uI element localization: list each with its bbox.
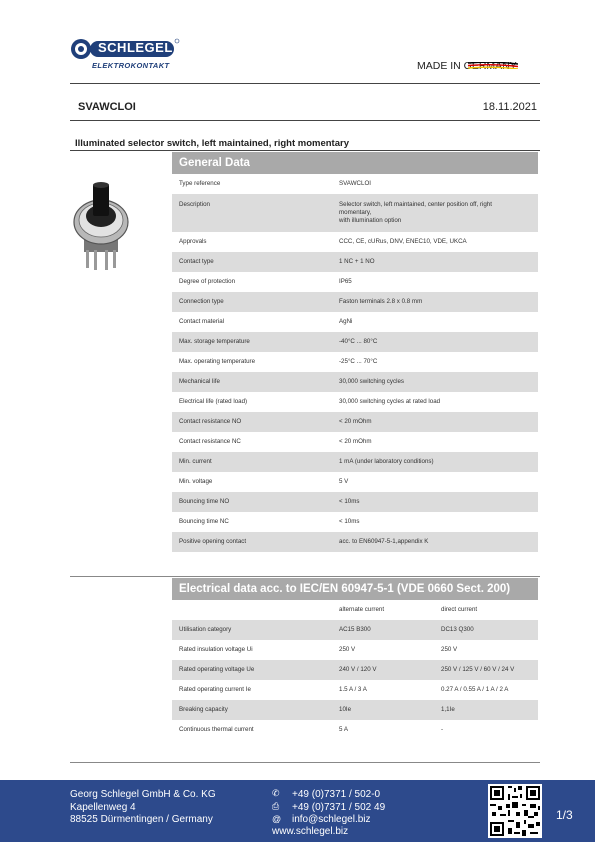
product-code: SVAWCLOI <box>78 101 136 113</box>
section-divider <box>70 576 540 577</box>
row-label: Rated insulation voltage Ui <box>179 646 253 653</box>
description-line: with illumination option <box>339 217 402 224</box>
schlegel-logo <box>70 38 180 72</box>
ac-value: 240 V / 120 V <box>339 666 377 673</box>
column-header-dc: direct current <box>441 606 478 613</box>
row-value <box>339 201 529 225</box>
row-label: Max. storage temperature <box>179 338 250 345</box>
ac-value: 5 A <box>339 726 348 733</box>
row-label: Description <box>179 201 210 208</box>
table-row <box>172 372 538 392</box>
row-label: Contact resistance NO <box>179 418 242 425</box>
table-row <box>172 620 538 640</box>
row-label: Max. operating temperature <box>179 358 256 365</box>
table-row <box>172 640 538 660</box>
dc-value: 1,1Ie <box>441 706 455 713</box>
dc-value: 0.27 A / 0.55 A / 1 A / 2 A <box>441 686 509 693</box>
header-divider <box>70 83 540 84</box>
germany-flag-swoosh <box>468 62 518 69</box>
logo-text: SCHLEGEL <box>98 40 173 55</box>
document-date: 18.11.2021 <box>482 101 537 113</box>
product-subtitle: Illuminated selector switch, left maintained, right momentary <box>75 138 349 149</box>
table-row <box>172 232 538 252</box>
row-label: Utilisation category <box>179 626 232 633</box>
description-line: Selector switch, left maintained, center position off, right <box>339 201 492 208</box>
row-label: Bouncing time NC <box>179 518 229 525</box>
row-value: 1 NC + 1 NO <box>339 258 375 265</box>
table-row <box>172 332 538 352</box>
row-value: SVAWCLOI <box>339 180 371 187</box>
row-label: Rated operating current Ie <box>179 686 251 693</box>
row-value: < 20 mOhm <box>339 438 372 445</box>
ac-value: AC15 B300 <box>339 626 371 633</box>
row-value: acc. to EN60947-5-1,appendix K <box>339 538 429 545</box>
table-row <box>172 472 538 492</box>
dc-value: DC13 Q300 <box>441 626 474 633</box>
row-value: 5 V <box>339 478 349 485</box>
table-row <box>172 272 538 292</box>
row-label: Bouncing time NO <box>179 498 230 505</box>
table-row <box>172 532 538 552</box>
table-row <box>172 352 538 372</box>
row-label: Electrical life (rated load) <box>179 398 248 405</box>
logo-subtitle: ELEKTROKONTAKT <box>92 61 170 70</box>
table-row <box>172 720 538 740</box>
fax-number: +49 (0)7371 / 502 49 <box>292 802 386 813</box>
electrical-data-header: Electrical data acc. to IEC/EN 60947-5-1 (VDE 0660 Sect. 200) <box>172 578 538 600</box>
email-link[interactable]: info@schlegel.biz <box>292 814 371 825</box>
row-label: Mechanical life <box>179 378 220 385</box>
qr-code <box>488 784 542 838</box>
row-label: Connection type <box>179 298 224 305</box>
row-label: Contact resistance NC <box>179 438 241 445</box>
row-value: CCC, CE, cURus, DNV, ENEC10, VDE, UKCA <box>339 238 467 245</box>
row-value: 30,000 switching cycles at rated load <box>339 398 441 405</box>
product-image <box>70 172 132 272</box>
subtitle-divider <box>70 150 540 151</box>
company-name: Georg Schlegel GmbH & Co. KG <box>70 789 216 800</box>
row-value: < 20 mOhm <box>339 418 372 425</box>
phone-icon: ✆ <box>272 788 280 798</box>
website-link[interactable]: www.schlegel.biz <box>272 826 349 837</box>
row-value: AgNi <box>339 318 353 325</box>
phone-number: +49 (0)7371 / 502-0 <box>292 789 381 800</box>
ac-value: 1.5 A / 3 A <box>339 686 367 693</box>
dc-value: 250 V <box>441 646 458 653</box>
table-row <box>172 432 538 452</box>
row-label: Contact type <box>179 258 214 265</box>
row-value: -40°C ... 80°C <box>339 338 378 345</box>
row-value: < 10ms <box>339 498 360 505</box>
table-row <box>172 660 538 680</box>
email-icon: @ <box>272 814 282 824</box>
made-in-germany: MADE IN GERMANY <box>417 60 517 72</box>
table-row <box>172 700 538 720</box>
row-value: 1 mA (under laboratory conditions) <box>339 458 434 465</box>
row-value: IP65 <box>339 278 352 285</box>
table-row <box>172 252 538 272</box>
company-street: Kapellenweg 4 <box>70 802 136 813</box>
row-value: 30,000 switching cycles <box>339 378 405 385</box>
table-row <box>172 312 538 332</box>
row-label: Approvals <box>179 238 207 245</box>
row-label: Min. voltage <box>179 478 213 485</box>
row-label: Contact material <box>179 318 225 325</box>
table-row <box>172 412 538 432</box>
table-row <box>172 174 538 194</box>
dc-value: 250 V / 125 V / 60 V / 24 V <box>441 666 515 673</box>
row-label: Breaking capacity <box>179 706 228 713</box>
row-value: -25°C ... 70°C <box>339 358 378 365</box>
table-row <box>172 452 538 472</box>
row-value: Faston terminals 2.8 x 0.8 mm <box>339 298 423 305</box>
row-label: Type reference <box>179 180 221 187</box>
row-value: < 10ms <box>339 518 360 525</box>
row-label: Degree of protection <box>179 278 236 285</box>
row-label: Min. current <box>179 458 212 465</box>
table-row <box>172 512 538 532</box>
ac-value: 10Ie <box>339 706 352 713</box>
dc-value: - <box>441 726 444 733</box>
ac-value: 250 V <box>339 646 356 653</box>
row-label: Positive opening contact <box>179 538 247 545</box>
row-label: Continuous thermal current <box>179 726 254 733</box>
table-row <box>172 680 538 700</box>
general-data-header: General Data <box>172 152 538 174</box>
page-number: 1/3 <box>556 808 573 822</box>
table-row <box>172 194 538 232</box>
table-row <box>172 492 538 512</box>
fax-icon: ⎙ <box>272 801 280 811</box>
column-header-ac: alternate current <box>339 606 385 613</box>
table-header-row <box>172 600 538 620</box>
description-line: momentary, <box>339 209 372 216</box>
row-label: Rated operating voltage Ue <box>179 666 255 673</box>
table-row <box>172 292 538 312</box>
table-row <box>172 392 538 412</box>
company-city: 88525 Dürmentingen / Germany <box>70 814 213 825</box>
header-divider <box>70 120 540 121</box>
section-divider <box>70 762 540 763</box>
